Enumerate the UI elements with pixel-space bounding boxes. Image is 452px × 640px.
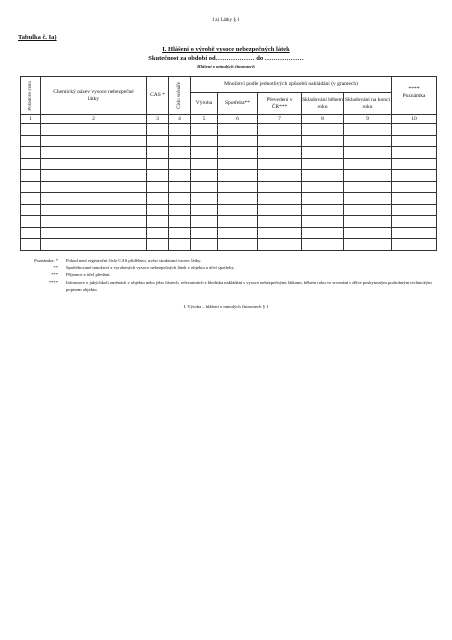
table-cell[interactable] <box>258 193 302 205</box>
table-row <box>21 193 437 205</box>
table-cell[interactable] <box>147 227 169 239</box>
col-cas: CAS * <box>147 77 169 115</box>
table-cell[interactable] <box>41 193 147 205</box>
table-cell[interactable] <box>41 227 147 239</box>
form-subtitle: Hlášení o minulých činnostech <box>197 64 255 69</box>
note-text: Spotřebované množství z vyrobených vysoce nebezpečných látek v objektu a účel spotřeby. <box>66 265 235 271</box>
table-cell[interactable] <box>392 193 437 205</box>
col-number: 10 <box>392 115 437 124</box>
table-cell[interactable] <box>169 135 191 147</box>
table-cell[interactable] <box>21 193 41 205</box>
table-cell[interactable] <box>344 193 392 205</box>
table-cell[interactable] <box>21 158 41 170</box>
note-text: Informace o jakýchkoli změnách v objektu nebo jeho částech, relevantních z hlediska nakládání s vysoce nebezpečnými látkami, během roku ve srovnání s dříve poskytnutým podrobným technickým popisem objektu. <box>66 279 432 292</box>
table-cell[interactable] <box>258 170 302 182</box>
table-cell[interactable] <box>302 193 344 205</box>
table-cell[interactable] <box>21 181 41 193</box>
table-cell[interactable] <box>147 135 169 147</box>
col-number: 3 <box>147 115 169 124</box>
table-cell[interactable] <box>147 204 169 216</box>
table-row <box>21 227 437 239</box>
note-item <box>18 271 438 278</box>
table-cell[interactable] <box>21 170 41 182</box>
header-row-1 <box>21 77 437 93</box>
table-cell[interactable] <box>302 239 344 251</box>
table-row <box>21 135 437 147</box>
table-cell[interactable] <box>392 147 437 159</box>
col-skladovani-konec: Skladování na konci roku <box>344 93 392 115</box>
table-cell[interactable] <box>258 216 302 228</box>
table-cell[interactable] <box>41 135 147 147</box>
table-cell[interactable] <box>258 181 302 193</box>
table-cell[interactable] <box>21 124 41 136</box>
table-cell[interactable] <box>169 204 191 216</box>
col-number: 1 <box>21 115 41 124</box>
col-number: 2 <box>41 115 147 124</box>
table-cell[interactable] <box>21 239 41 251</box>
table-cell[interactable] <box>41 204 147 216</box>
table-cell[interactable] <box>21 227 41 239</box>
table-cell[interactable] <box>258 147 302 159</box>
table-row <box>21 158 437 170</box>
table-cell[interactable] <box>147 124 169 136</box>
table-cell[interactable] <box>191 193 218 205</box>
report-table <box>20 76 437 251</box>
col-spotreba: Spotřeba** <box>218 93 258 115</box>
table-cell[interactable] <box>302 204 344 216</box>
table-cell[interactable] <box>392 170 437 182</box>
table-cell[interactable] <box>258 227 302 239</box>
table-cell[interactable] <box>302 170 344 182</box>
table-cell[interactable] <box>302 147 344 159</box>
table-cell[interactable] <box>191 124 218 136</box>
table-cell[interactable] <box>258 135 302 147</box>
table-cell[interactable] <box>302 181 344 193</box>
table-cell[interactable] <box>147 170 169 182</box>
table-cell[interactable] <box>218 170 258 182</box>
table-cell[interactable] <box>218 216 258 228</box>
table-cell[interactable] <box>147 147 169 159</box>
table-cell[interactable] <box>21 204 41 216</box>
table-row <box>21 216 437 228</box>
table-cell[interactable] <box>191 170 218 182</box>
table-cell[interactable] <box>147 158 169 170</box>
table-cell[interactable] <box>392 181 437 193</box>
table-cell[interactable] <box>344 135 392 147</box>
table-cell[interactable] <box>169 124 191 136</box>
note-item <box>18 264 438 271</box>
table-cell[interactable] <box>169 227 191 239</box>
table-cell[interactable] <box>392 124 437 136</box>
table-cell[interactable] <box>344 227 392 239</box>
table-cell[interactable] <box>218 158 258 170</box>
page-footer: I. Výroba – hlášení o minulých činnostech § 1 <box>183 304 269 309</box>
table-cell[interactable] <box>392 227 437 239</box>
table-cell[interactable] <box>302 135 344 147</box>
col-number: 6 <box>218 115 258 124</box>
table-cell[interactable] <box>218 204 258 216</box>
table-cell[interactable] <box>302 158 344 170</box>
table-cell[interactable] <box>344 181 392 193</box>
table-cell[interactable] <box>344 147 392 159</box>
table-cell[interactable] <box>218 227 258 239</box>
table-cell[interactable] <box>258 239 302 251</box>
table-cell[interactable] <box>218 193 258 205</box>
table-cell[interactable] <box>169 193 191 205</box>
table-cell[interactable] <box>21 216 41 228</box>
col-number: 8 <box>302 115 344 124</box>
col-number: 9 <box>344 115 392 124</box>
table-cell[interactable] <box>169 170 191 182</box>
table-cell[interactable] <box>258 204 302 216</box>
table-row <box>21 239 437 251</box>
note-marker: **** <box>48 279 58 285</box>
table-cell[interactable] <box>218 181 258 193</box>
table-cell[interactable] <box>191 227 218 239</box>
note-marker: *** <box>51 272 58 278</box>
table-cell[interactable] <box>191 147 218 159</box>
note-text: Pokud není registrační číslo CAS přiděleno, uvést strukturní vzorec látky. <box>66 258 202 263</box>
table-row <box>21 147 437 159</box>
table-cell[interactable] <box>191 239 218 251</box>
notes-section <box>18 257 438 293</box>
column-number-row <box>21 115 437 124</box>
table-cell[interactable] <box>302 227 344 239</box>
table-cell[interactable] <box>41 124 147 136</box>
table-cell[interactable] <box>41 216 147 228</box>
table-cell[interactable] <box>258 158 302 170</box>
table-cell[interactable] <box>169 216 191 228</box>
table-cell[interactable] <box>169 181 191 193</box>
table-cell[interactable] <box>41 147 147 159</box>
table-row <box>21 181 437 193</box>
note-item <box>18 279 438 293</box>
table-cell[interactable] <box>344 216 392 228</box>
table-cell[interactable] <box>392 158 437 170</box>
table-cell[interactable] <box>392 216 437 228</box>
col-skladovani-rok: Skladování během roku <box>302 93 344 115</box>
table-cell[interactable] <box>218 239 258 251</box>
table-cell[interactable] <box>392 204 437 216</box>
table-cell[interactable] <box>191 135 218 147</box>
note-marker: Poznámka: * <box>34 258 58 263</box>
col-vyroba: Výroba <box>191 93 218 115</box>
table-cell[interactable] <box>191 181 218 193</box>
table-cell[interactable] <box>41 181 147 193</box>
table-cell[interactable] <box>344 239 392 251</box>
table-label: Tabulka č. Ia) <box>18 34 57 41</box>
table-cell[interactable] <box>302 124 344 136</box>
table-cell[interactable] <box>169 239 191 251</box>
col-number: 4 <box>169 115 191 124</box>
col-number: 5 <box>191 115 218 124</box>
note-text: Příjemce a účel předání. <box>66 272 111 278</box>
table-cell[interactable] <box>21 135 41 147</box>
table-cell[interactable] <box>147 216 169 228</box>
table-cell[interactable] <box>41 158 147 170</box>
col-poznamka: Poznámka <box>392 93 437 115</box>
page-header: I a) Látky § 1 <box>212 18 240 23</box>
col-cislo-scenaru: Číslo scénáře <box>169 77 191 115</box>
table-row <box>21 170 437 182</box>
table-cell[interactable] <box>218 124 258 136</box>
table-cell[interactable] <box>191 158 218 170</box>
table-cell[interactable] <box>344 158 392 170</box>
table-cell[interactable] <box>218 135 258 147</box>
table-cell[interactable] <box>302 216 344 228</box>
table-row <box>21 204 437 216</box>
table-cell[interactable] <box>218 147 258 159</box>
note-item <box>18 257 438 264</box>
table-cell[interactable] <box>147 239 169 251</box>
form-title: I. Hlášení o výrobě vysoce nebezpečných látek <box>162 46 290 53</box>
table-cell[interactable] <box>344 124 392 136</box>
table-row <box>21 124 437 136</box>
table-cell[interactable] <box>41 170 147 182</box>
table-cell[interactable] <box>21 147 41 159</box>
table-cell[interactable] <box>169 147 191 159</box>
table-cell[interactable] <box>147 193 169 205</box>
table-cell[interactable] <box>344 204 392 216</box>
table-cell[interactable] <box>392 135 437 147</box>
table-cell[interactable] <box>191 204 218 216</box>
col-chemicky-nazev: Chemický název vysoce nebezpečné látky <box>41 77 147 115</box>
table-cell[interactable] <box>169 158 191 170</box>
col-poradove-cislo: Pořadové číslo <box>21 77 41 115</box>
col-poznamka-stars: **** <box>392 77 437 93</box>
col-mnozstvi-group: Množství podle jednotlivých způsobů nakládání (v gramech) <box>191 77 392 93</box>
col-prevedeni: Převedení v ČR*** <box>258 93 302 115</box>
table-cell[interactable] <box>344 170 392 182</box>
col-number: 7 <box>258 115 302 124</box>
table-cell[interactable] <box>191 216 218 228</box>
period-line: Skutečnost za období od……………… do ……………… <box>148 55 304 62</box>
table-cell[interactable] <box>147 181 169 193</box>
table-cell[interactable] <box>392 239 437 251</box>
table-cell[interactable] <box>41 239 147 251</box>
table-cell[interactable] <box>258 124 302 136</box>
note-marker: ** <box>53 265 58 271</box>
